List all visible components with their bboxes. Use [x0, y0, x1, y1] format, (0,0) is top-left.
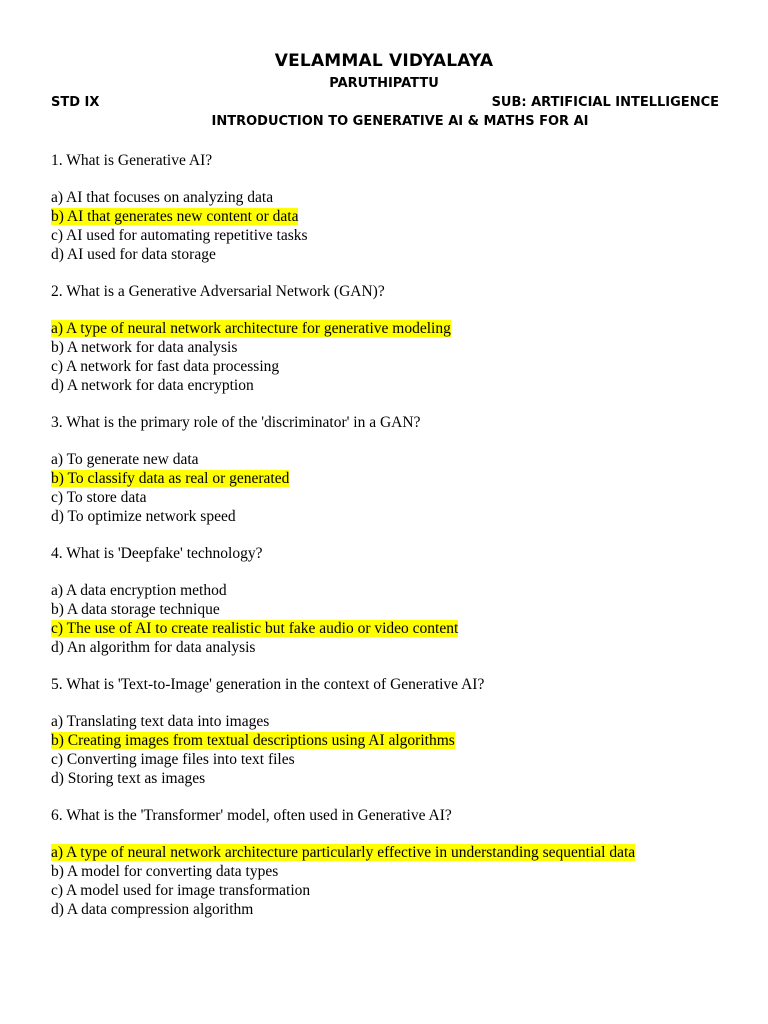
topic-title: INTRODUCTION TO GENERATIVE AI & MATHS FOR AI — [211, 114, 589, 129]
option-item — [51, 769, 741, 788]
option-item — [51, 712, 741, 731]
option-list — [51, 319, 741, 395]
question-text: 1. What is Generative AI? — [51, 152, 213, 169]
option-text: d) A data compression algorithm — [51, 901, 254, 918]
option-item — [51, 581, 741, 600]
question-block — [51, 675, 741, 788]
option-list — [51, 712, 741, 788]
option-text: c) AI used for automating repetitive tasks — [51, 227, 308, 244]
question-text: 6. What is the 'Transformer' model, often used in Generative AI? — [51, 807, 452, 824]
highlighted-answer: b) Creating images from textual descriptions using AI algorithms — [51, 732, 455, 749]
question-block — [51, 806, 741, 919]
option-item — [51, 881, 741, 900]
option-item — [51, 507, 741, 526]
option-item — [51, 450, 741, 469]
option-item — [51, 188, 741, 207]
question-block — [51, 282, 741, 395]
question-block — [51, 413, 741, 526]
option-text: c) Converting image files into text files — [51, 751, 295, 768]
question-text: 5. What is 'Text-to-Image' generation in the context of Generative AI? — [51, 676, 485, 693]
option-text: a) To generate new data — [51, 451, 199, 468]
question-text: 4. What is 'Deepfake' technology? — [51, 545, 263, 562]
option-text: a) Translating text data into images — [51, 713, 270, 730]
option-item — [51, 376, 741, 395]
question-text: 3. What is the primary role of the 'discriminator' in a GAN? — [51, 414, 421, 431]
option-item — [51, 319, 741, 338]
option-text: b) A model for converting data types — [51, 863, 279, 880]
option-item — [51, 862, 741, 881]
school-location: PARUTHIPATTU — [329, 76, 439, 91]
school-name: VELAMMAL VIDYALAYA — [274, 51, 494, 71]
highlighted-answer: a) A type of neural network architecture particularly effective in understanding sequential data — [51, 844, 636, 861]
question-block — [51, 151, 741, 264]
option-list — [51, 581, 741, 657]
option-item — [51, 638, 741, 657]
option-text: c) A network for fast data processing — [51, 358, 280, 375]
option-text: a) A data encryption method — [51, 582, 227, 599]
option-text: c) A model used for image transformation — [51, 882, 311, 899]
question-list — [51, 151, 741, 937]
option-text: c) To store data — [51, 489, 147, 506]
option-item — [51, 226, 741, 245]
option-text: d) A network for data encryption — [51, 377, 254, 394]
option-item — [51, 750, 741, 769]
option-text: d) To optimize network speed — [51, 508, 236, 525]
class-standard: STD IX — [51, 95, 100, 110]
highlighted-answer: b) AI that generates new content or data — [51, 208, 299, 225]
highlighted-answer: b) To classify data as real or generated — [51, 470, 290, 487]
option-text: b) A network for data analysis — [51, 339, 238, 356]
option-text: a) AI that focuses on analyzing data — [51, 189, 274, 206]
question-block — [51, 544, 741, 657]
option-list — [51, 450, 741, 526]
option-item — [51, 600, 741, 619]
option-text: d) An algorithm for data analysis — [51, 639, 256, 656]
option-item — [51, 731, 741, 750]
question-text: 2. What is a Generative Adversarial Network (GAN)? — [51, 283, 385, 300]
option-list — [51, 843, 741, 919]
option-item — [51, 900, 741, 919]
option-text: d) Storing text as images — [51, 770, 206, 787]
option-item — [51, 843, 741, 862]
option-item — [51, 469, 741, 488]
option-text: d) AI used for data storage — [51, 246, 216, 263]
highlighted-answer: c) The use of AI to create realistic but fake audio or video content — [51, 620, 459, 637]
subject-label: SUB: ARTIFICIAL INTELLIGENCE — [491, 95, 719, 110]
option-text: b) A data storage technique — [51, 601, 220, 618]
option-item — [51, 245, 741, 264]
option-list — [51, 188, 741, 264]
option-item — [51, 619, 741, 638]
option-item — [51, 488, 741, 507]
option-item — [51, 338, 741, 357]
option-item — [51, 357, 741, 376]
highlighted-answer: a) A type of neural network architecture for generative modeling — [51, 320, 451, 337]
option-item — [51, 207, 741, 226]
